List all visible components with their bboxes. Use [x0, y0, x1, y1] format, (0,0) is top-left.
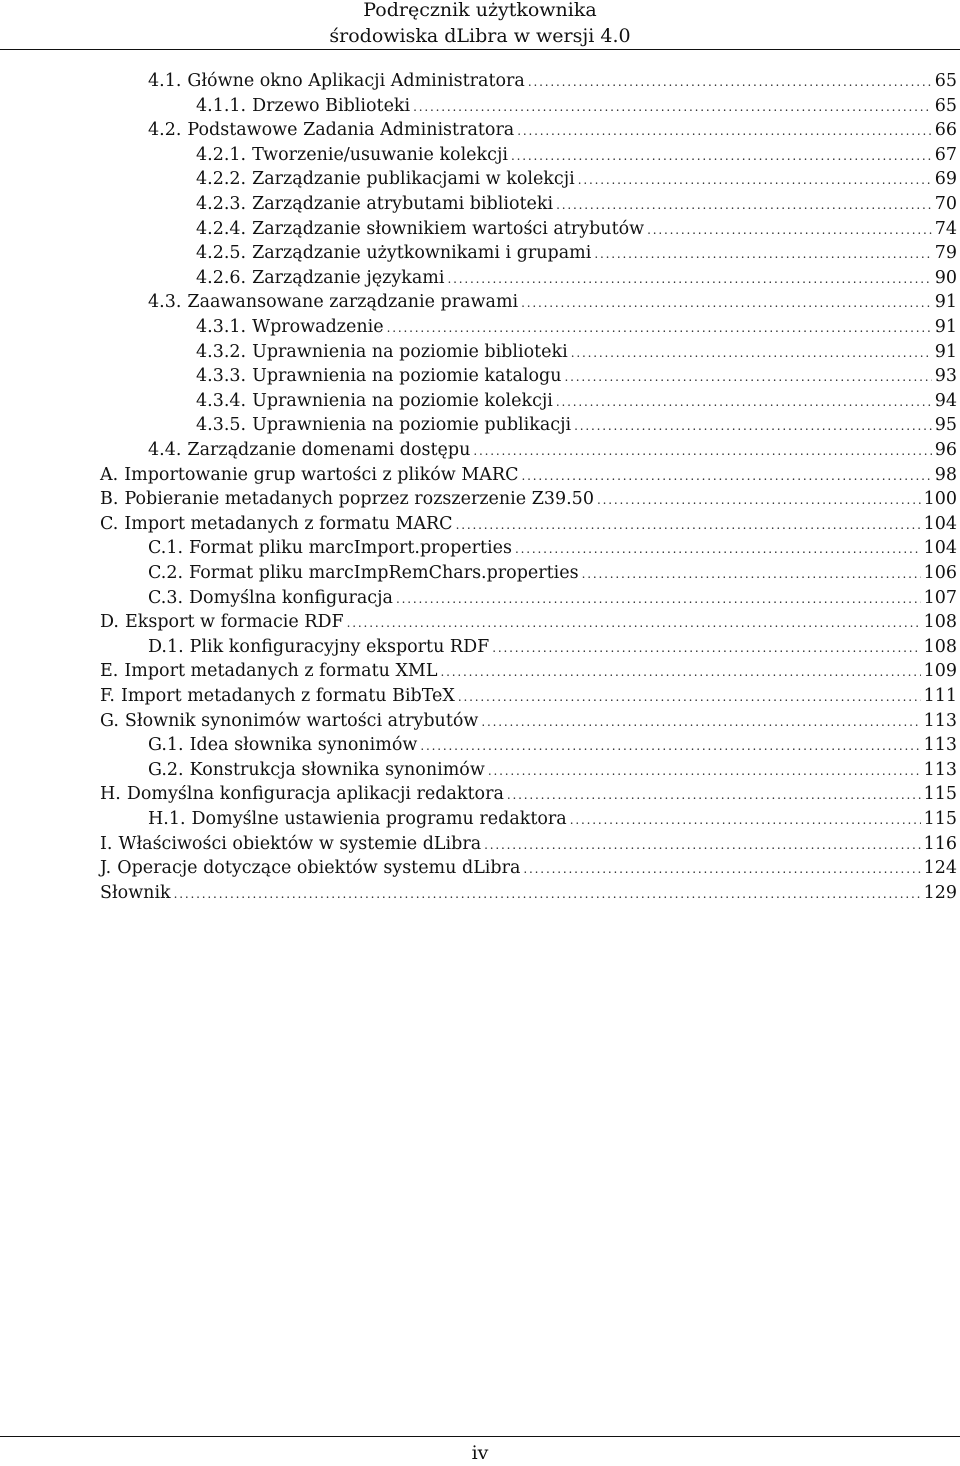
- toc-dot-leader: [347, 611, 921, 636]
- toc-entry-page: 107: [923, 587, 957, 608]
- toc-dot-leader: [571, 341, 932, 366]
- toc-entry-title: Uprawnienia na poziomie biblioteki: [252, 341, 568, 362]
- toc-entry-page: 113: [923, 735, 957, 756]
- toc-entry-number: G.2.: [148, 759, 184, 780]
- toc-entry-number: J.: [100, 858, 112, 879]
- toc-entry-page: 124: [923, 858, 957, 879]
- toc-entry-title: Import metadanych z formatu XML: [124, 661, 438, 682]
- toc-entry-number: 4.3.4.: [196, 390, 247, 411]
- toc-entry-page: 109: [923, 661, 957, 682]
- toc-entry-number: 4.1.: [148, 71, 182, 91]
- toc-entry-number: 4.2.5.: [196, 243, 247, 264]
- toc-entry[interactable]: [100, 782, 957, 807]
- toc-entry-number: 4.2.3.: [196, 194, 247, 214]
- toc-entry[interactable]: [148, 118, 957, 143]
- toc-entry-title: Idea słownika synonimów: [189, 735, 418, 756]
- toc-dot-leader: [507, 783, 921, 808]
- toc-entry-number: I.: [100, 833, 113, 854]
- toc-entry[interactable]: [100, 881, 957, 906]
- toc-entry-title: Zarządzanie publikacjami w kolekcji: [252, 169, 575, 190]
- toc-entry-title: Drzewo Biblioteki: [252, 95, 411, 116]
- toc-entry-number: F.: [100, 686, 115, 706]
- toc-entry-number: 4.3.: [148, 292, 182, 313]
- toc-entry[interactable]: [196, 241, 957, 266]
- toc-entry-number: E.: [100, 661, 119, 682]
- toc-dot-leader: [387, 316, 932, 341]
- toc-entry-title: Pobieranie metadanych poprzez rozszerzenie Z39.50: [124, 489, 594, 510]
- toc-entry-page: 65: [934, 95, 957, 116]
- toc-entry-number: C.3.: [148, 587, 184, 608]
- toc-entry-page: 115: [923, 809, 957, 829]
- toc-entry[interactable]: [100, 487, 957, 512]
- toc-entry-number: 4.3.1.: [196, 317, 247, 337]
- toc-dot-leader: [517, 119, 931, 144]
- toc-entry-number: 4.2.2.: [196, 169, 247, 190]
- toc-dot-leader: [528, 70, 932, 95]
- toc-entry-page: 90: [934, 267, 957, 288]
- toc-entry-page: 91: [934, 317, 957, 337]
- toc-entry-page: 96: [934, 440, 957, 460]
- toc-dot-leader: [492, 636, 920, 661]
- toc-entry-page: 98: [934, 464, 957, 485]
- toc-entry-number: 4.3.2.: [196, 341, 247, 362]
- toc-dot-leader: [396, 587, 921, 612]
- toc-entry-page: 94: [934, 390, 957, 411]
- toc-entry-page: 91: [934, 292, 957, 313]
- toc-entry-number: D.: [100, 612, 119, 633]
- toc-dot-leader: [521, 464, 931, 489]
- toc-entry[interactable]: [148, 758, 957, 783]
- toc-entry-number: B.: [100, 489, 119, 510]
- toc-entry-title: Uprawnienia na poziomie publikacji: [252, 415, 572, 436]
- toc-entry[interactable]: [100, 463, 957, 488]
- toc-entry-page: 104: [923, 538, 957, 559]
- toc-dot-leader: [515, 537, 921, 562]
- toc-entry-title: Plik konfiguracyjny eksportu RDF: [189, 636, 490, 657]
- toc-entry[interactable]: [100, 659, 957, 684]
- toc-entry-number: 4.3.5.: [196, 415, 247, 436]
- toc-entry[interactable]: [196, 192, 957, 217]
- toc-entry-number: C.2.: [148, 563, 184, 583]
- toc-entry[interactable]: [148, 586, 957, 611]
- toc-dot-leader: [447, 267, 931, 292]
- toc-entry[interactable]: [148, 561, 957, 586]
- header-rule: [0, 49, 960, 50]
- toc-entry[interactable]: [148, 438, 957, 463]
- toc-entry-number: G.1.: [148, 735, 184, 756]
- toc-entry-page: 116: [923, 833, 957, 854]
- toc-entry-page: 113: [923, 710, 957, 731]
- toc-entry[interactable]: [196, 167, 957, 192]
- toc-entry[interactable]: [148, 290, 957, 315]
- header-title: Podręcznik użytkownika: [363, 0, 597, 21]
- toc-entry-page: 74: [934, 218, 957, 239]
- toc-entry[interactable]: [196, 389, 957, 414]
- toc-dot-leader: [574, 414, 932, 439]
- toc-entry[interactable]: [100, 856, 957, 881]
- toc-entry-title: Format pliku marcImpRemChars.properties: [189, 563, 579, 583]
- toc-dot-leader: [578, 168, 932, 193]
- toc-dot-leader: [413, 95, 932, 120]
- toc-entry-number: 4.2.: [148, 120, 182, 141]
- toc-entry-number: 4.2.4.: [196, 218, 247, 239]
- toc-entry-title: Zarządzanie użytkownikami i grupami: [252, 243, 592, 264]
- toc-entry-page: 79: [934, 243, 957, 264]
- toc-entry-page: 108: [923, 612, 957, 633]
- toc-dot-leader: [521, 291, 932, 316]
- toc-dot-leader: [174, 882, 921, 907]
- toc-entry-title: Eksport w formacie RDF: [124, 612, 344, 633]
- toc-dot-leader: [420, 734, 920, 759]
- toc-entry-title: Import metadanych z formatu MARC: [124, 513, 453, 534]
- toc-entry-title: Zarządzanie językami: [252, 267, 445, 288]
- toc-dot-leader: [458, 685, 921, 710]
- toc-dot-leader: [582, 562, 921, 587]
- toc-entry-page: 95: [934, 415, 957, 436]
- toc-entry[interactable]: [100, 610, 957, 635]
- toc-entry[interactable]: [196, 315, 957, 340]
- toc-entry-page: 69: [934, 169, 957, 190]
- page-header: [0, 0, 960, 49]
- toc-entry-title: Słownik synonimów wartości atrybutów: [124, 710, 479, 731]
- toc-entry-page: 115: [923, 784, 957, 805]
- toc-entry-title: Właściwości obiektów w systemie dLibra: [118, 833, 482, 854]
- toc-dot-leader: [556, 390, 932, 415]
- toc-entry-page: 106: [923, 563, 957, 583]
- toc-entry[interactable]: [196, 217, 957, 242]
- toc-entry-title: Wprowadzenie: [252, 317, 384, 337]
- toc-entry[interactable]: [196, 364, 957, 389]
- toc-dot-leader: [597, 488, 921, 513]
- toc-entry-title: Uprawnienia na poziomie kolekcji: [252, 390, 553, 411]
- toc-entry-page: 100: [923, 489, 957, 510]
- toc-dot-leader: [565, 365, 932, 390]
- toc-entry[interactable]: [148, 536, 957, 561]
- toc-dot-leader: [456, 513, 921, 538]
- toc-entry-page: 108: [923, 636, 957, 657]
- toc-entry-page: 129: [923, 882, 957, 903]
- toc-entry-page: 66: [934, 120, 957, 141]
- toc-entry-page: 104: [923, 513, 957, 534]
- toc-entry-title: Tworzenie/usuwanie kolekcji: [252, 144, 508, 165]
- toc-dot-leader: [481, 710, 920, 735]
- toc-entry-number: H.1.: [148, 809, 186, 829]
- toc-dot-leader: [523, 857, 920, 882]
- toc-entry-title: Uprawnienia na poziomie katalogu: [252, 366, 562, 387]
- toc-entry-title: Format pliku marcImport.properties: [189, 538, 512, 559]
- header-subtitle: środowiska dLibra w wersji 4.0: [329, 25, 631, 47]
- toc-entry-title: Operacje dotyczące obiektów systemu dLibra: [117, 858, 521, 879]
- toc-entry-page: 111: [923, 686, 957, 706]
- toc-entry-page: 67: [934, 144, 957, 165]
- toc-entry-number: C.: [100, 513, 119, 534]
- toc-dot-leader: [484, 833, 920, 858]
- toc-entry-page: 113: [923, 759, 957, 780]
- toc-entry-title: Podstawowe Zadania Administratora: [187, 120, 515, 141]
- toc-dot-leader: [488, 759, 921, 784]
- toc-entry[interactable]: [196, 340, 957, 365]
- toc-entry-number: C.1.: [148, 538, 184, 559]
- toc-dot-leader: [594, 242, 931, 267]
- toc-entry[interactable]: [196, 413, 957, 438]
- toc-entry-title: Domyślna konfiguracja aplikacji redaktora: [126, 784, 504, 805]
- toc-entry-number: A.: [100, 464, 119, 485]
- toc-entry-number: 4.3.3.: [196, 366, 247, 387]
- toc-entry-number: D.1.: [148, 636, 184, 657]
- toc-entry[interactable]: [100, 709, 957, 734]
- page-number: iv: [471, 1442, 489, 1464]
- toc-entry-page: 65: [934, 71, 957, 91]
- toc-entry-title: Zaawansowane zarządzanie prawami: [187, 292, 519, 313]
- toc-entry-title: Domyślne ustawienia programu redaktora: [191, 809, 567, 829]
- toc-entry-number: 4.4.: [148, 440, 182, 460]
- toc-entry[interactable]: [196, 94, 957, 119]
- toc-entry-number: 4.2.6.: [196, 267, 247, 288]
- toc-entry-page: 70: [934, 194, 957, 214]
- toc-entry-number: 4.2.1.: [196, 144, 247, 165]
- toc-entry-number: G.: [100, 710, 119, 731]
- toc-dot-leader: [473, 439, 931, 464]
- toc-entry[interactable]: [148, 733, 957, 758]
- toc-entry[interactable]: [196, 266, 957, 291]
- toc-entry-title: Zarządzanie słownikiem wartości atrybutów: [252, 218, 645, 239]
- toc-entry-number: H.: [100, 784, 121, 805]
- toc-entry-title: Domyślna konfiguracja: [189, 587, 393, 608]
- toc-entry[interactable]: [100, 832, 957, 857]
- toc-entry-title: Importowanie grup wartości z plików MARC: [124, 464, 519, 485]
- footer-rule: [0, 1436, 960, 1437]
- toc-dot-leader: [556, 193, 932, 218]
- toc-dot-leader: [570, 808, 921, 833]
- toc-entry[interactable]: [100, 684, 957, 709]
- toc-entry[interactable]: [148, 635, 957, 660]
- toc-entry-title: Zarządzanie domenami dostępu: [187, 440, 471, 460]
- toc-entry[interactable]: [100, 512, 957, 537]
- toc-entry-title: Import metadanych z formatu BibTeX: [120, 686, 455, 706]
- toc-entry-title: Słownik: [100, 882, 171, 903]
- toc-dot-leader: [440, 660, 920, 685]
- toc-entry-title: Konstrukcja słownika synonimów: [189, 759, 485, 780]
- toc-entry-title: Zarządzanie atrybutami biblioteki: [252, 194, 554, 214]
- toc-entry-title: Główne okno Aplikacji Administratora: [187, 71, 525, 91]
- toc-entry-page: 93: [934, 366, 957, 387]
- toc-entry-number: 4.1.1.: [196, 95, 247, 116]
- toc-dot-leader: [511, 144, 932, 169]
- toc-dot-leader: [647, 218, 932, 243]
- toc-entry[interactable]: [196, 143, 957, 168]
- toc-entry[interactable]: [148, 69, 957, 94]
- toc-entry-page: 91: [934, 341, 957, 362]
- toc-entry[interactable]: [148, 807, 957, 832]
